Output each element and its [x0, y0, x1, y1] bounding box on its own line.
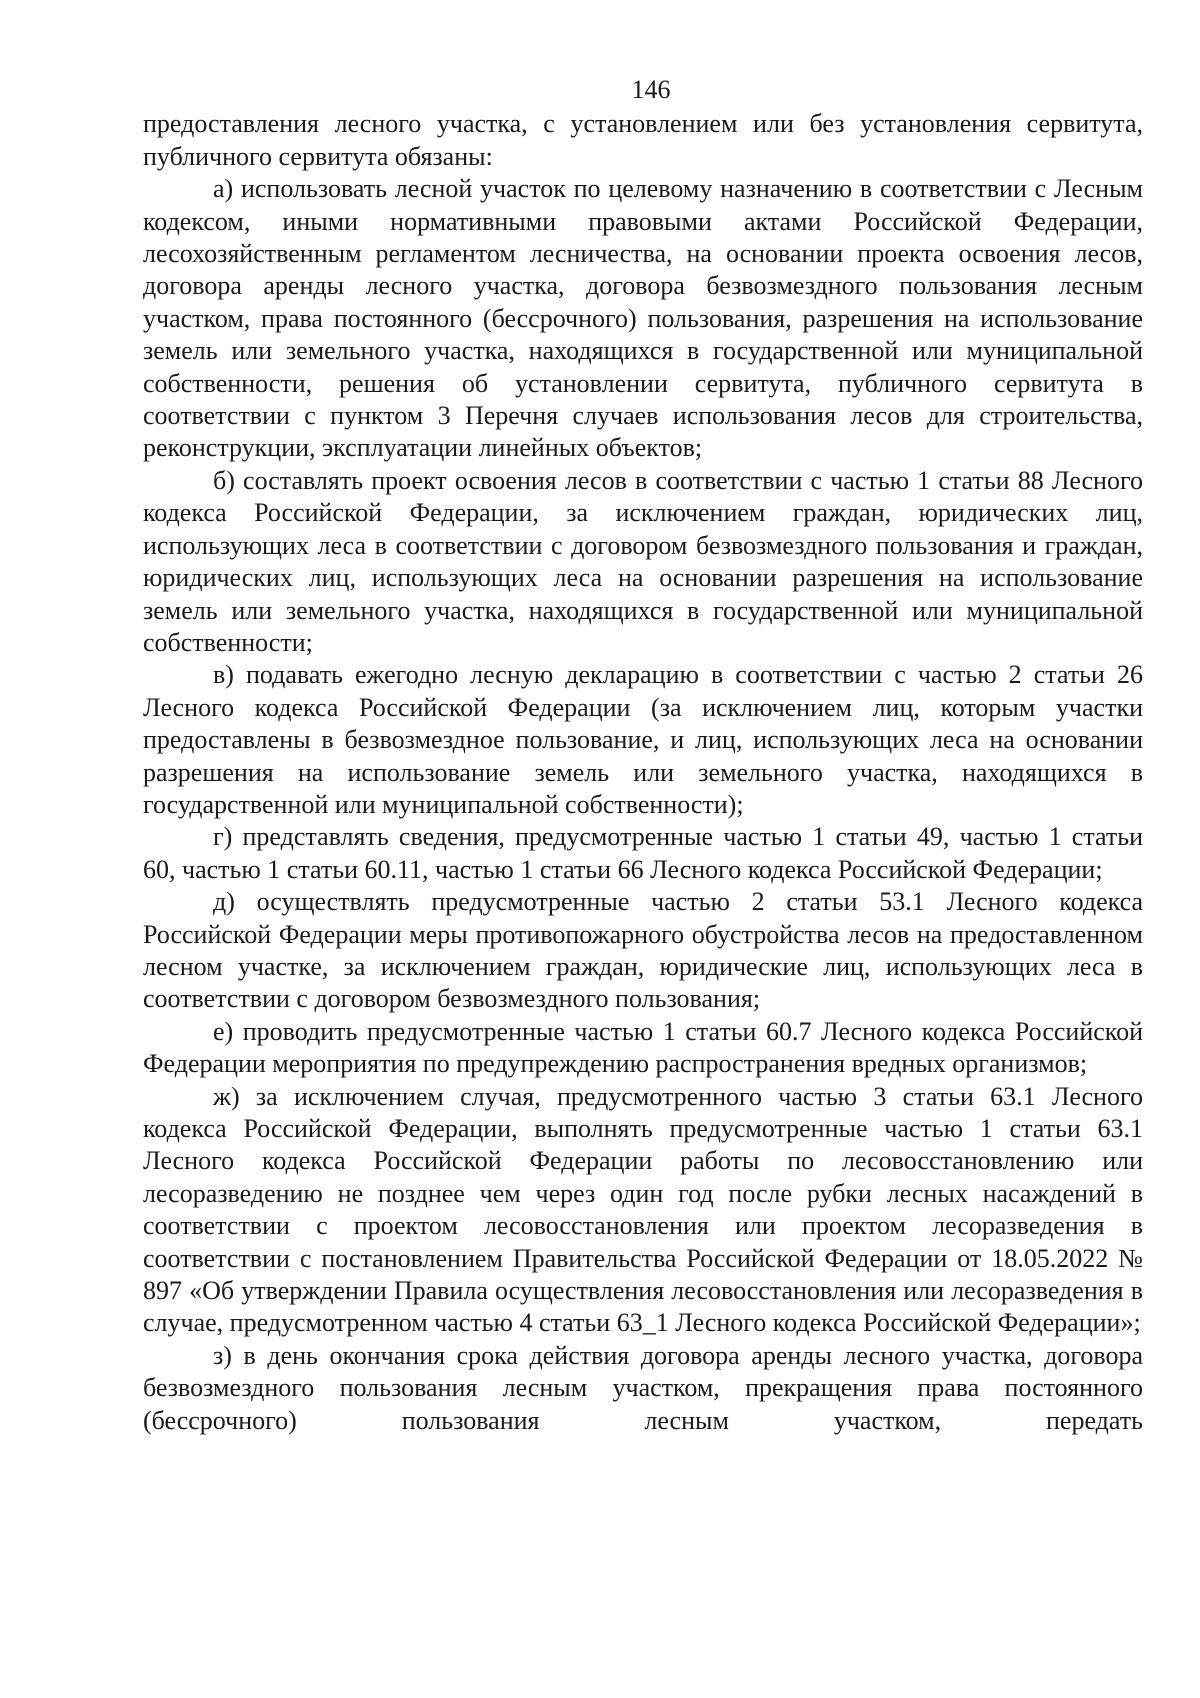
paragraph-item-d: д) осуществлять предусмотренные частью 2 статьи 53.1 Лесного кодекса Российской Федерации меры противопожарного обустройства лесов на предоставленном лесном участке, за исключением граждан, юридические лиц, использующих леса в соответствии с договором безвозмездного пользования;: [143, 887, 1143, 1014]
paragraph-item-z: з) в день окончания срока действия договора аренды лесного участка, договора безвозмездного пользования лесным участком, прекращения права постоянного (бессрочного) пользования лесным участком, передать: [143, 1340, 1143, 1435]
paragraph-item-v: в) подавать ежегодно лесную декларацию в соответствии с частью 2 статьи 26 Лесного кодекса Российской Федерации (за исключением лиц, которым участки предоставлены в безвозмездное пользование, и лиц, использующих леса на основании разрешения на использование земель или земельного участка, находящихся в государственной или муниципальной собственности);: [143, 660, 1143, 819]
paragraph-item-a: а) использовать лесной участок по целевому назначению в соответствии с Лесным кодексом, иными нормативными правовыми актами Российской Федерации, лесохозяйственным регламентом лесничества, на основании проекта освоения лесов, договора аренды лесного участка, договора безвозмездного пользования лесным участком, права постоянного (бессрочного) пользования, разрешения на использование земель или земельного участка, находящихся в государственной или муниципальной собственности, решения об установлении сервитута, публичного сервитута в соответствии с пунктом 3 Перечня случаев использования лесов для строительства, реконструкции, эксплуатации линейных объектов;: [143, 174, 1143, 463]
paragraph-item-zh: ж) за исключением случая, предусмотренного частью 3 статьи 63.1 Лесного кодекса Российской Федерации, выполнять предусмотренные частью 1 статьи 63.1 Лесного кодекса Российской Федерации работы по лесовосстановлению или лесоразведению не позднее чем через один год после рубки лесных насаждений в соответствии с проектом лесовосстановления или проектом лесоразведения в соответствии с постановлением Правительства Российской Федерации от 18.05.2022 № 897 «Об утверждении Правила осуществления лесовосстановления или лесоразведения в случае, предусмотренном частью 4 статьи 63_1 Лесного кодекса Российской Федерации»;: [143, 1081, 1143, 1338]
paragraph-item-g: г) представлять сведения, предусмотренные частью 1 статьи 49, частью 1 статьи 60, частью 1 статьи 60.11, частью 1 статьи 66 Лесного кодекса Российской Федерации;: [143, 822, 1143, 884]
paragraph-item-b: б) составлять проект освоения лесов в соответствии с частью 1 статьи 88 Лесного кодекса Российской Федерации, за исключением граждан, юридических лиц, использующих леса в соответствии с договором безвозмездного пользования и граждан, юридических лиц, использующих леса на основании разрешения на использование земель или земельного участка, находящихся в государственной или муниципальной собственности;: [143, 465, 1143, 657]
paragraph-intro: предоставления лесного участка, с установлением или без установления сервитута, публичного сервитута обязаны:: [143, 109, 1143, 171]
paragraph-item-e: е) проводить предусмотренные частью 1 статьи 60.7 Лесного кодекса Российской Федерации мероприятия по предупреждению распространения вредных организмов;: [143, 1016, 1143, 1079]
page-number: 146: [631, 75, 671, 104]
